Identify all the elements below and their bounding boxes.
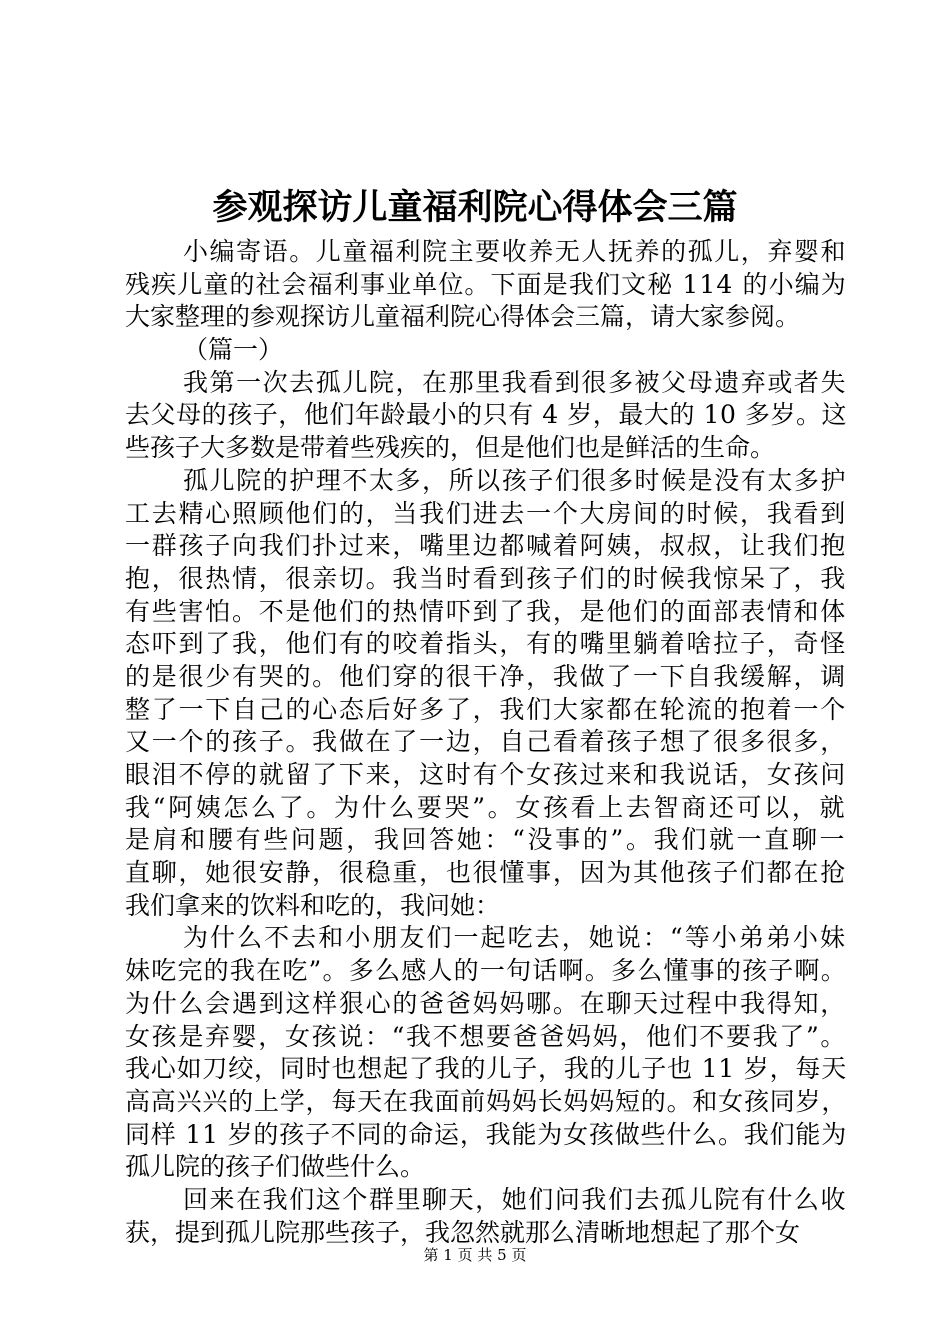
text-line: 获，提到孤儿院那些孩子，我忽然就那么清晰地想起了那个女 bbox=[125, 1217, 801, 1247]
text-line: 眼泪不停的就留了下来，这时有个女孩过来和我说话，女孩问 bbox=[125, 760, 847, 789]
text-line: 孤儿院的孩子们做些什么。 bbox=[125, 1152, 426, 1182]
text-line: 高高兴兴的上学，每天在我面前妈妈长妈妈短的。和女孩同岁， bbox=[125, 1086, 848, 1116]
text-line: 我们拿来的饮料和吃的，我问她： bbox=[125, 890, 501, 920]
text-line: 抱，很热情，很亲切。我当时看到孩子们的时候我惊呆了，我 bbox=[125, 563, 847, 593]
page-footer: 第 1 页 共 5 页 bbox=[423, 1246, 527, 1264]
text-line: 直聊，她很安静，很稳重，也很懂事，因为其他孩子们都在抢 bbox=[125, 858, 847, 888]
text-line: 小编寄语。儿童福利院主要收养无人抚养的孤儿，弃婴和 bbox=[183, 237, 848, 266]
text-line: 为什么会遇到这样狠心的爸爸妈妈哪。在聊天过程中我得知， bbox=[125, 988, 847, 1018]
text-line: 去父母的孩子，他们年龄最小的只有 4 岁，最大的 10 多岁。这 bbox=[125, 400, 848, 430]
text-line: 我“阿姨怎么了。为什么要哭”。女孩看上去智商还可以，就 bbox=[125, 792, 848, 822]
text-line: 态吓到了我，他们有的咬着指头，有的嘴里躺着啥拉子，奇怪 bbox=[125, 629, 847, 659]
text-line: 女孩是弃婴，女孩说：“我不想要爸爸妈妈，他们不要我了”。 bbox=[125, 1021, 848, 1051]
text-line: 些孩子大多数是带着些残疾的，但是他们也是鲜活的生命。 bbox=[125, 433, 776, 463]
text-line: 我第一次去孤儿院，在那里我看到很多被父母遗弃或者失 bbox=[183, 367, 848, 397]
document-body bbox=[125, 236, 848, 1249]
text-line: 孤儿院的护理不太多，所以孩子们很多时候是没有太多护 bbox=[183, 465, 848, 495]
text-line: 我心如刀绞，同时也想起了我的儿子，我的儿子也 11 岁，每天 bbox=[125, 1054, 848, 1084]
text-line: 大家整理的参观探访儿童福利院心得体会三篇，请大家参阅。 bbox=[125, 302, 801, 332]
text-line: 整了一下自己的心态后好多了，我们大家都在轮流的抱着一个 bbox=[125, 694, 847, 724]
text-line: 为什么不去和小朋友们一起吃去，她说：“等小弟弟小妹 bbox=[183, 923, 848, 953]
text-line: （篇一） bbox=[183, 335, 284, 365]
text-line: 妹吃完的我在吃”。多么感人的一句话啊。多么懂事的孩子啊。 bbox=[125, 956, 847, 986]
text-line: 同样 11 岁的孩子不同的命运，我能为女孩做些什么。我们能为 bbox=[125, 1119, 848, 1149]
text-line: 一群孩子向我们扑过来，嘴里边都喊着阿姨，叔叔，让我们抱 bbox=[125, 531, 847, 561]
text-line: 工去精心照顾他们的，当我们进去一个大房间的时候，我看到 bbox=[125, 498, 847, 528]
text-line: 残疾儿童的社会福利事业单位。下面是我们文秘 114 的小编为 bbox=[125, 269, 847, 299]
text-line: 回来在我们这个群里聊天，她们问我们去孤儿院有什么收 bbox=[183, 1184, 848, 1214]
text-line: 有些害怕。不是他们的热情吓到了我，是他们的面部表情和体 bbox=[125, 596, 847, 626]
document-title: 参观探访儿童福利院心得体会三篇 bbox=[212, 187, 738, 228]
text-line: 的是很少有哭的。他们穿的很干净，我做了一下自我缓解，调 bbox=[125, 661, 847, 691]
text-line: 又一个的孩子。我做在了一边，自己看着孩子想了很多很多， bbox=[125, 727, 847, 757]
text-line: 是肩和腰有些问题，我回答她：“没事的”。我们就一直聊一 bbox=[125, 825, 848, 855]
